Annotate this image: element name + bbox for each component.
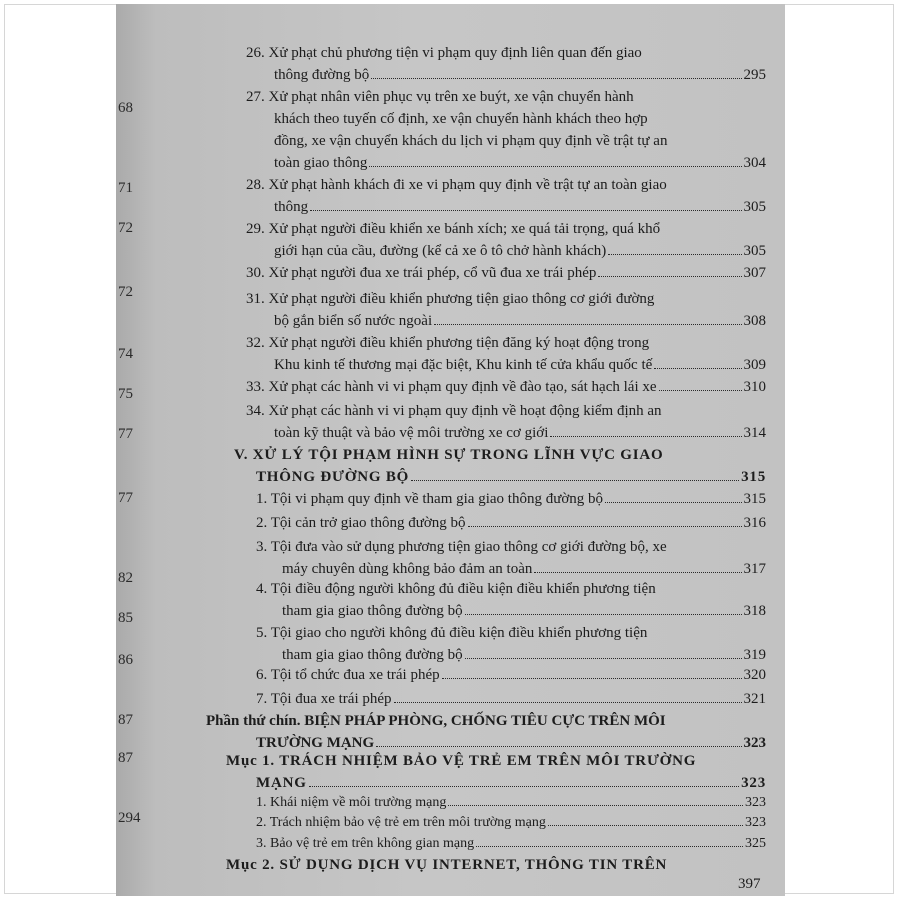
margin-number: 87 bbox=[118, 750, 133, 766]
margin-number: 71 bbox=[118, 180, 133, 196]
section-heading-text: V. XỬ LÝ TỘI PHẠM HÌNH SỰ TRONG LĨNH VỰC GIAO bbox=[234, 447, 664, 463]
margin-number: 72 bbox=[118, 284, 133, 300]
toc-entry-text: 1. Tội vi phạm quy định về tham gia giao thông đường bộ bbox=[256, 491, 603, 507]
toc-entry bbox=[246, 376, 766, 398]
dot-leader bbox=[654, 368, 741, 369]
dot-leader bbox=[371, 78, 741, 79]
section-heading bbox=[234, 444, 766, 488]
toc-entry-text: 2. Trách nhiệm bảo vệ trẻ em trên môi trường mạng bbox=[256, 815, 546, 830]
toc-entry bbox=[246, 332, 766, 376]
toc-entry bbox=[256, 578, 766, 622]
toc-page-number: 295 bbox=[743, 67, 766, 83]
margin-number: 77 bbox=[118, 490, 133, 506]
margin-number: 77 bbox=[118, 426, 133, 442]
toc-entry-text: 33. Xử phạt các hành vi vi phạm quy định về đào tạo, sát hạch lái xe bbox=[246, 379, 657, 395]
toc-entry-text: 7. Tội đua xe trái phép bbox=[256, 691, 392, 707]
section-heading bbox=[226, 854, 766, 876]
section-heading bbox=[226, 750, 766, 794]
part-heading bbox=[206, 710, 766, 754]
section-heading-text: Mục 1. TRÁCH NHIỆM BẢO VỆ TRẺ EM TRÊN MÔI TRƯỜNG bbox=[226, 753, 697, 769]
part-heading-text: Phần thứ chín. BIỆN PHÁP PHÒNG, CHỐNG TIÊU CỰC TRÊN MÔI bbox=[206, 713, 666, 729]
toc-page-number: 321 bbox=[743, 691, 766, 707]
margin-number: 75 bbox=[118, 386, 133, 402]
dot-leader bbox=[534, 572, 741, 573]
toc-page-number: 310 bbox=[743, 379, 766, 395]
dot-leader bbox=[659, 390, 742, 391]
margin-number: 294 bbox=[118, 810, 141, 826]
toc-entry-text: 32. Xử phạt người điều khiển phương tiện đăng ký hoạt động trong bbox=[246, 335, 650, 351]
toc-entry-text: 3. Tội đưa vào sử dụng phương tiện giao thông cơ giới đường bộ, xe bbox=[256, 539, 667, 555]
toc-entry bbox=[246, 262, 766, 284]
toc-page-number: 304 bbox=[743, 155, 766, 171]
toc-entry-text: 27. Xử phạt nhân viên phục vụ trên xe buýt, xe vận chuyển hành bbox=[246, 89, 634, 105]
dot-leader bbox=[598, 276, 741, 277]
toc-entry-text: 34. Xử phạt các hành vi vi phạm quy định về hoạt động kiểm định an bbox=[246, 403, 662, 419]
toc-entry-text: toàn kỹ thuật và bảo vệ môi trường xe cơ giới bbox=[274, 425, 549, 441]
toc-page-number: 315 bbox=[743, 491, 766, 507]
toc-entry-text: đồng, xe vận chuyển khách du lịch vi phạm quy định về trật tự an bbox=[274, 133, 668, 149]
toc-entry-text: Khu kinh tế thương mại đặc biệt, Khu kinh tế cửa khẩu quốc tế bbox=[274, 357, 653, 373]
toc-page-number: 325 bbox=[745, 836, 766, 851]
toc-page-number: 309 bbox=[743, 357, 766, 373]
toc-page-number: 323 bbox=[745, 815, 766, 830]
toc-entry bbox=[246, 218, 766, 262]
toc-entry bbox=[256, 812, 766, 834]
dot-leader bbox=[465, 658, 742, 659]
toc-entry-text: 4. Tội điều động người không đủ điều kiện điều khiển phương tiện bbox=[256, 581, 656, 597]
dot-leader bbox=[605, 502, 742, 503]
dot-leader bbox=[608, 254, 741, 255]
margin-number: 72 bbox=[118, 220, 133, 236]
margin-number: 85 bbox=[118, 610, 133, 626]
toc-entry-text: 3. Bảo vệ trẻ em trên không gian mạng bbox=[256, 836, 475, 851]
dot-leader bbox=[465, 614, 742, 615]
toc-page-number: 316 bbox=[743, 515, 766, 531]
margin-number: 74 bbox=[118, 346, 133, 362]
toc-page-number: 307 bbox=[743, 265, 766, 281]
toc-entry bbox=[246, 174, 766, 218]
toc-entry-text: 26. Xử phạt chủ phương tiện vi phạm quy định liên quan đến giao bbox=[246, 45, 642, 61]
toc-entry-text: 29. Xử phạt người điều khiển xe bánh xích; xe quá tải trọng, quá khổ bbox=[246, 221, 661, 237]
toc-page-number: 323 bbox=[743, 735, 766, 751]
dot-leader bbox=[411, 480, 739, 481]
dot-leader bbox=[468, 526, 742, 527]
toc-page-number: 320 bbox=[743, 667, 766, 683]
toc-entry bbox=[246, 400, 766, 444]
dot-leader bbox=[548, 825, 743, 826]
section-heading-text: THÔNG ĐƯỜNG BỘ bbox=[256, 469, 410, 485]
toc-page-number: 305 bbox=[743, 243, 766, 259]
margin-number: 86 bbox=[118, 652, 133, 668]
toc-entry bbox=[256, 792, 766, 814]
toc-page-number: 314 bbox=[743, 425, 766, 441]
dot-leader bbox=[448, 805, 743, 806]
dot-leader bbox=[442, 678, 742, 679]
toc-entry-text: tham gia giao thông đường bộ bbox=[282, 603, 463, 619]
section-heading-text: Mục 2. SỬ DỤNG DỊCH VỤ INTERNET, THÔNG TIN TRÊN bbox=[226, 857, 668, 873]
toc-entry-text: giới hạn của cầu, đường (kể cả xe ô tô chở hành khách) bbox=[274, 243, 607, 259]
toc-page-number: 323 bbox=[745, 795, 766, 810]
toc-entry bbox=[256, 536, 766, 580]
toc-entry-text: 6. Tội tổ chức đua xe trái phép bbox=[256, 667, 440, 683]
margin-number: 68 bbox=[118, 100, 133, 116]
dot-leader bbox=[550, 436, 741, 437]
part-heading-text: TRƯỜNG MẠNG bbox=[256, 735, 375, 751]
toc-entry-text: tham gia giao thông đường bộ bbox=[282, 647, 463, 663]
dot-leader bbox=[434, 324, 741, 325]
toc-entry bbox=[256, 664, 766, 686]
dot-leader bbox=[376, 746, 741, 747]
toc-entry-text: khách theo tuyến cố định, xe vận chuyển hành khách theo hợp bbox=[274, 111, 648, 127]
toc-entry-text: bộ gắn biển số nước ngoài bbox=[274, 313, 433, 329]
toc-entry-text: 5. Tội giao cho người không đủ điều kiện điều khiển phương tiện bbox=[256, 625, 648, 641]
toc-entry bbox=[246, 86, 766, 174]
dot-leader bbox=[309, 786, 739, 787]
toc-entry bbox=[246, 42, 766, 86]
toc-entry-text: máy chuyên dùng không bảo đảm an toàn bbox=[282, 561, 533, 577]
margin-number: 87 bbox=[118, 712, 133, 728]
dot-leader bbox=[369, 166, 741, 167]
toc-page-number: 315 bbox=[741, 469, 766, 485]
toc-entry-text: thông bbox=[274, 199, 309, 215]
section-heading-text: MẠNG bbox=[256, 775, 307, 791]
toc-entry-text: thông đường bộ bbox=[274, 67, 370, 83]
dot-leader bbox=[310, 210, 741, 211]
toc-entry-text: 30. Xử phạt người đua xe trái phép, cổ vũ đua xe trái phép bbox=[246, 265, 597, 281]
toc-entry-text: 31. Xử phạt người điều khiển phương tiện giao thông cơ giới đường bbox=[246, 291, 655, 307]
toc-entry bbox=[256, 622, 766, 666]
toc-page-number: 308 bbox=[743, 313, 766, 329]
toc-page-number: 318 bbox=[743, 603, 766, 619]
page-number: 397 bbox=[738, 876, 761, 892]
book-page bbox=[116, 4, 785, 896]
toc-page-number: 319 bbox=[743, 647, 766, 663]
toc-page-number: 317 bbox=[743, 561, 766, 577]
dot-leader bbox=[476, 846, 743, 847]
toc-entry-text: 28. Xử phạt hành khách đi xe vi phạm quy định về trật tự an toàn giao bbox=[246, 177, 667, 193]
toc-page-number: 323 bbox=[741, 775, 766, 791]
dot-leader bbox=[394, 702, 742, 703]
toc-entry bbox=[246, 288, 766, 332]
toc-entry bbox=[256, 688, 766, 710]
toc-entry-text: 1. Khái niệm về môi trường mạng bbox=[256, 795, 447, 810]
toc-entry bbox=[256, 488, 766, 510]
toc-entry-text: toàn giao thông bbox=[274, 155, 368, 171]
toc-entry bbox=[256, 833, 766, 855]
margin-number: 82 bbox=[118, 570, 133, 586]
toc-page-number: 305 bbox=[743, 199, 766, 215]
toc-entry bbox=[256, 512, 766, 534]
toc-entry-text: 2. Tội cản trở giao thông đường bộ bbox=[256, 515, 466, 531]
